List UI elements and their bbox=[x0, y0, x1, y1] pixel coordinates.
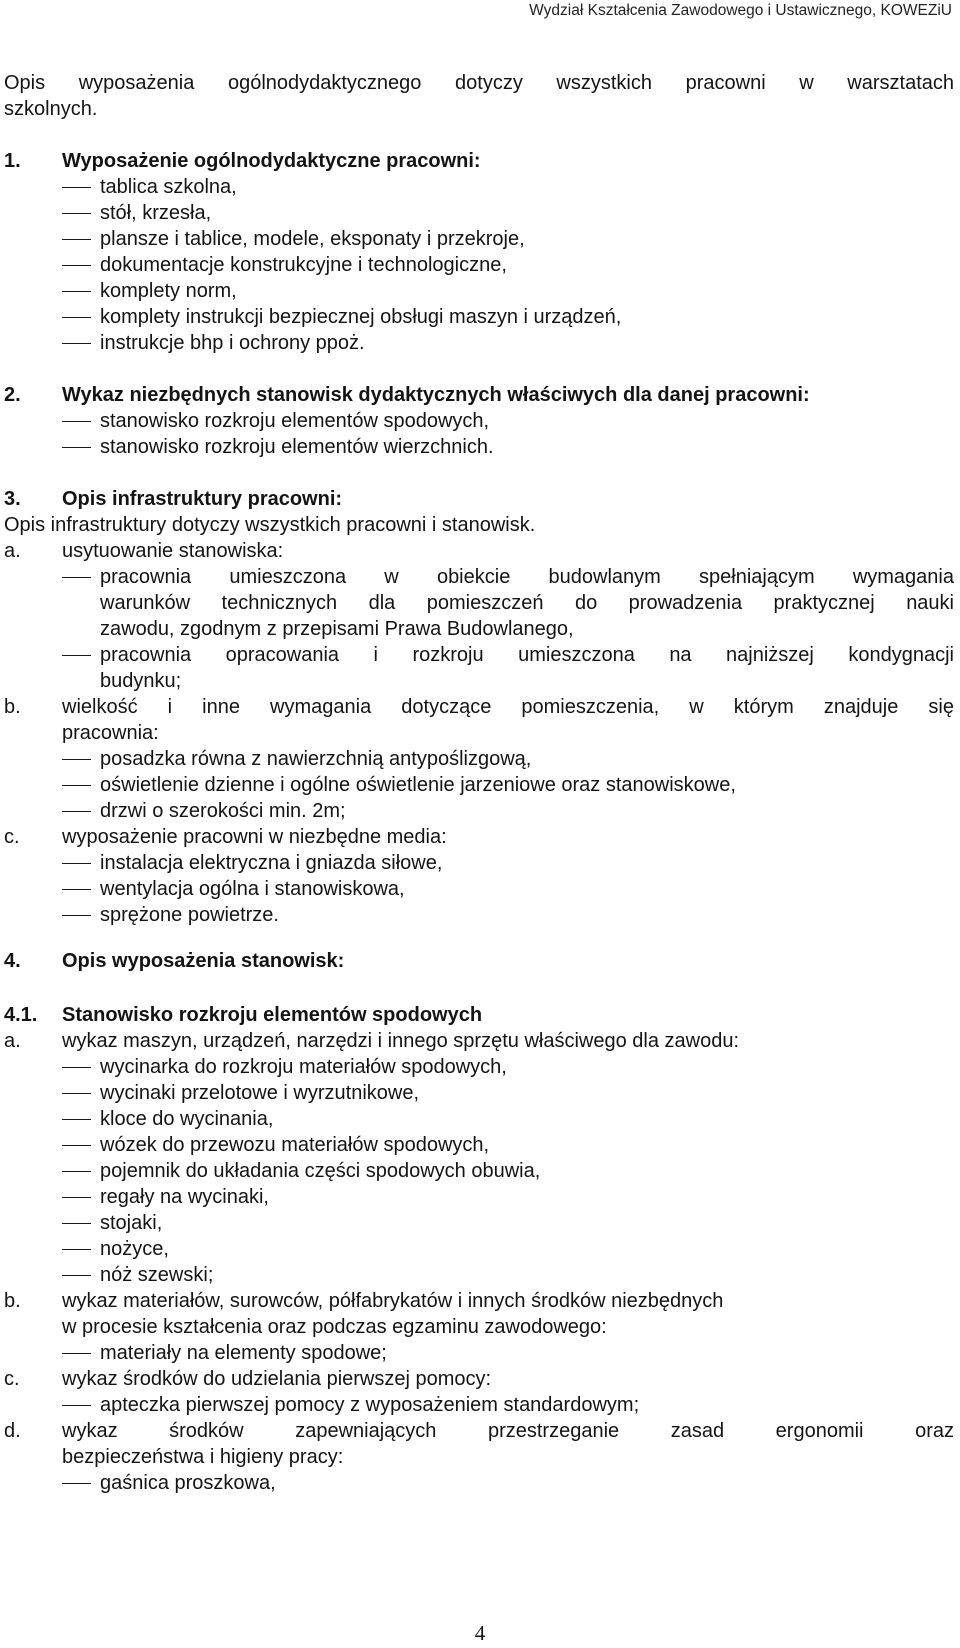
list-item: pracownia opracowania i rozkroju umieszczona na najniższej kondygnacji bbox=[0, 642, 960, 668]
list-item: tablica szkolna, bbox=[0, 174, 960, 200]
dash-bullet-icon bbox=[62, 265, 91, 266]
dash-bullet-icon bbox=[62, 291, 91, 292]
list-item: materiały na elementy spodowe; bbox=[0, 1340, 960, 1366]
list-item-continuation: warunków technicznych dla pomieszczeń do prowadzenia praktycznej nauki bbox=[100, 592, 954, 614]
dash-bullet-icon bbox=[62, 915, 91, 916]
list-item: wentylacja ogólna i stanowiskowa, bbox=[0, 876, 960, 902]
list-item: sprężone powietrze. bbox=[0, 902, 960, 928]
dash-bullet-icon bbox=[62, 239, 91, 240]
list-item: regały na wycinaki, bbox=[0, 1184, 960, 1210]
item-d-continuation: bezpieczeństwa i higieny pracy: bbox=[62, 1446, 344, 1468]
item-b-continuation: pracownia: bbox=[62, 722, 159, 744]
list-item: pojemnik do układania części spodowych obuwia, bbox=[0, 1158, 960, 1184]
dash-bullet-icon bbox=[62, 447, 91, 448]
dash-bullet-icon bbox=[62, 759, 91, 760]
dash-bullet-icon bbox=[62, 889, 91, 890]
list-item: komplety instrukcji bezpiecznej obsługi maszyn i urządzeń, bbox=[0, 304, 960, 330]
dash-bullet-icon bbox=[62, 811, 91, 812]
list-item: wycinarka do rozkroju materiałów spodowych, bbox=[0, 1054, 960, 1080]
list-item: posadzka równa z nawierzchnią antypoślizgową, bbox=[0, 746, 960, 772]
subsection-title: Stanowisko rozkroju elementów spodowych bbox=[62, 1004, 483, 1026]
dash-bullet-icon bbox=[62, 1405, 91, 1406]
subsection-4-1-heading bbox=[0, 1002, 960, 1028]
list-item: apteczka pierwszej pomocy z wyposażeniem standardowym; bbox=[0, 1392, 960, 1418]
dash-bullet-icon bbox=[62, 863, 91, 864]
list-item: dokumentacje konstrukcyjne i technologiczne, bbox=[0, 252, 960, 278]
subsection-number: 4.1. bbox=[4, 1004, 38, 1026]
section-3-heading bbox=[0, 486, 960, 512]
list-item: instrukcje bhp i ochrony ppoż. bbox=[0, 330, 960, 356]
page-number: 4 bbox=[474, 1621, 486, 1645]
section-title: Wyposażenie ogólnodydaktyczne pracowni: bbox=[62, 150, 481, 172]
list-item: wycinaki przelotowe i wyrzutnikowe, bbox=[0, 1080, 960, 1106]
section-number: 4. bbox=[4, 950, 21, 972]
section-number: 1. bbox=[4, 150, 21, 172]
dash-bullet-icon bbox=[62, 1067, 91, 1068]
section-3-intro: Opis infrastruktury dotyczy wszystkich pracowni i stanowisk. bbox=[4, 514, 536, 536]
dash-bullet-icon bbox=[62, 785, 91, 786]
item-a: a. wykaz maszyn, urządzeń, narzędzi i innego sprzętu właściwego dla zawodu: bbox=[4, 1030, 740, 1052]
section-2-heading bbox=[0, 382, 960, 408]
list-item: nóż szewski; bbox=[0, 1262, 960, 1288]
list-item: stół, krzesła, bbox=[0, 200, 960, 226]
list-item: stanowisko rozkroju elementów spodowych, bbox=[0, 408, 960, 434]
dash-bullet-icon bbox=[62, 1223, 91, 1224]
intro-line-1: Opis wyposażenia ogólnodydaktycznego dotyczy wszystkich pracowni w warsztatach bbox=[4, 72, 954, 94]
dash-bullet-icon bbox=[62, 1483, 91, 1484]
dash-bullet-icon bbox=[62, 1249, 91, 1250]
dash-bullet-icon bbox=[62, 317, 91, 318]
section-number: 2. bbox=[4, 384, 21, 406]
list-item: komplety norm, bbox=[0, 278, 960, 304]
item-b: b. wykaz materiałów, surowców, półfabrykatów i innych środków niezbędnych bbox=[4, 1290, 724, 1312]
dash-bullet-icon bbox=[62, 1197, 91, 1198]
list-item: drzwi o szerokości min. 2m; bbox=[0, 798, 960, 824]
section-4-heading bbox=[0, 948, 960, 974]
section-title: Opis wyposażenia stanowisk: bbox=[62, 950, 345, 972]
list-item: gaśnica proszkowa, bbox=[0, 1470, 960, 1496]
item-c: c. wykaz środków do udzielania pierwszej pomocy: bbox=[4, 1368, 492, 1390]
section-title: Opis infrastruktury pracowni: bbox=[62, 488, 343, 510]
section-number: 3. bbox=[4, 488, 21, 510]
item-b-continuation: w procesie kształcenia oraz podczas egzaminu zawodowego: bbox=[62, 1316, 607, 1338]
list-item: plansze i tablice, modele, eksponaty i przekroje, bbox=[0, 226, 960, 252]
item-b: b. wielkość i inne wymagania dotyczące pomieszczenia, w którym znajduje się bbox=[4, 696, 954, 718]
list-item: instalacja elektryczna i gniazda siłowe, bbox=[0, 850, 960, 876]
dash-bullet-icon bbox=[62, 1093, 91, 1094]
list-item: stojaki, bbox=[0, 1210, 960, 1236]
dash-bullet-icon bbox=[62, 421, 91, 422]
dash-bullet-icon bbox=[62, 1353, 91, 1354]
list-item-continuation: zawodu, zgodnym z przepisami Prawa Budowlanego, bbox=[100, 618, 574, 640]
dash-bullet-icon bbox=[62, 655, 91, 656]
dash-bullet-icon bbox=[62, 343, 91, 344]
dash-bullet-icon bbox=[62, 213, 91, 214]
list-item: nożyce, bbox=[0, 1236, 960, 1262]
dash-bullet-icon bbox=[62, 1119, 91, 1120]
item-d: d. wykaz środków zapewniających przestrzeganie zasad ergonomii oraz bbox=[4, 1420, 954, 1442]
item-c: c. wyposażenie pracowni w niezbędne media: bbox=[4, 826, 447, 848]
dash-bullet-icon bbox=[62, 1145, 91, 1146]
intro-line-2: szkolnych. bbox=[4, 98, 98, 120]
section-1-heading bbox=[0, 148, 960, 174]
list-item: oświetlenie dzienne i ogólne oświetlenie jarzeniowe oraz stanowiskowe, bbox=[0, 772, 960, 798]
list-item: wózek do przewozu materiałów spodowych, bbox=[0, 1132, 960, 1158]
list-item: kloce do wycinania, bbox=[0, 1106, 960, 1132]
item-a: a. usytuowanie stanowiska: bbox=[4, 540, 284, 562]
dash-bullet-icon bbox=[62, 1275, 91, 1276]
list-item-continuation: budynku; bbox=[100, 670, 182, 692]
running-header: Wydział Kształcenia Zawodowego i Ustawicznego, KOWEZiU bbox=[529, 2, 952, 19]
section-title: Wykaz niezbędnych stanowisk dydaktycznych właściwych dla danej pracowni: bbox=[62, 384, 810, 406]
list-item: stanowisko rozkroju elementów wierzchnich. bbox=[0, 434, 960, 460]
dash-bullet-icon bbox=[62, 577, 91, 578]
list-item: pracownia umieszczona w obiekcie budowlanym spełniającym wymagania bbox=[0, 564, 960, 590]
dash-bullet-icon bbox=[62, 1171, 91, 1172]
dash-bullet-icon bbox=[62, 187, 91, 188]
